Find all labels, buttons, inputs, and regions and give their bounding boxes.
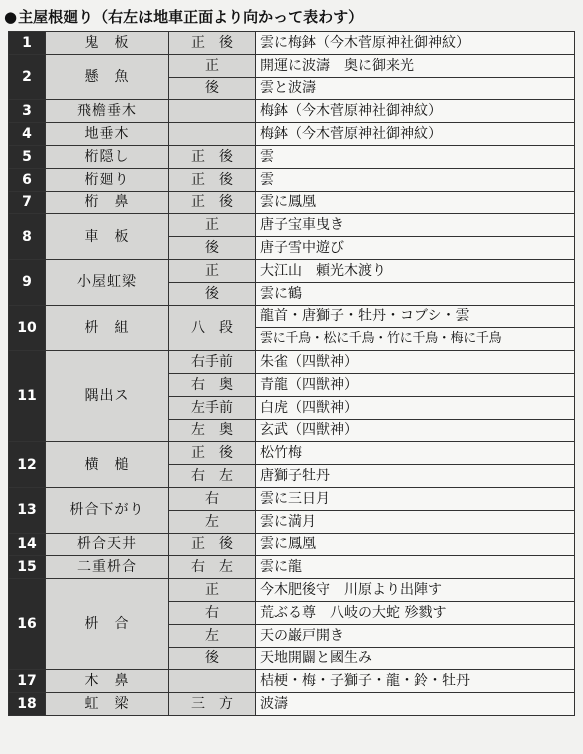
table-row [9,145,575,168]
table-row [9,487,575,510]
motif-description: 雲に三日月 [256,487,575,510]
part-name: 桁隠し [46,145,169,168]
motif-description: 雲に鳳凰 [256,533,575,556]
side-label: 後 [169,77,256,100]
side-label: 三 方 [169,693,256,716]
side-label: 右 [169,487,256,510]
part-name: 小屋虹梁 [46,259,169,305]
motif-description: 桔梗・梅・子獅子・龍・鈴・牡丹 [256,670,575,693]
table-row [9,191,575,214]
side-label: 右 左 [169,556,256,579]
part-name: 枡 組 [46,305,169,351]
row-number: 9 [9,259,46,305]
part-name: 懸 魚 [46,54,169,100]
side-label: 左 [169,510,256,533]
side-label: 右 左 [169,465,256,488]
side-label: 正 [169,579,256,602]
motif-description: 雲に鶴 [256,282,575,305]
part-name: 木 鼻 [46,670,169,693]
side-label: 後 [169,647,256,670]
table-row [9,670,575,693]
part-name: 枡合天井 [46,533,169,556]
part-name: 桁 鼻 [46,191,169,214]
side-label: 正 後 [169,32,256,55]
side-label: 正 後 [169,191,256,214]
motif-description: 天地開闢と國生み [256,647,575,670]
motif-description: 松竹梅 [256,442,575,465]
motif-description: 白虎（四獣神） [256,396,575,419]
row-number: 7 [9,191,46,214]
table-row [9,32,575,55]
motif-description: 龍首・唐獅子・牡丹・コブシ・雲 [256,305,575,328]
side-label: 後 [169,237,256,260]
motif-description: 今木肥後守 川原より出陣す [256,579,575,602]
page-title [4,6,363,28]
part-name: 隅出ス [46,351,169,442]
side-label: 右 [169,601,256,624]
side-label: 正 [169,214,256,237]
row-number: 13 [9,487,46,533]
motif-description: 波濤 [256,693,575,716]
side-label: 正 後 [169,442,256,465]
table-row [9,54,575,77]
side-label: 後 [169,282,256,305]
row-number: 16 [9,579,46,670]
table-row [9,693,575,716]
motif-description: 雲に龍 [256,556,575,579]
motif-description: 雲に千鳥・松に千鳥・竹に千鳥・梅に千鳥 [256,328,575,351]
part-name: 虹 梁 [46,693,169,716]
row-number: 17 [9,670,46,693]
side-label: 正 後 [169,145,256,168]
motif-description: 唐子宝車曳き [256,214,575,237]
motif-description: 雲と波濤 [256,77,575,100]
side-label: 右手前 [169,351,256,374]
bullet-icon: ● [4,8,18,26]
motif-description: 荒ぶる尊 八岐の大蛇 殄戮す [256,601,575,624]
side-label: 正 後 [169,533,256,556]
table-row [9,214,575,237]
row-number: 3 [9,100,46,123]
motif-description: 天の巌戸開き [256,624,575,647]
table-row [9,305,575,328]
table-row [9,168,575,191]
table-row [9,100,575,123]
motif-description: 梅鉢（今木菅原神社御神紋） [256,123,575,146]
motif-description: 開運に波濤 奥に御来光 [256,54,575,77]
side-label: 左 奥 [169,419,256,442]
part-name: 枡合下がり [46,487,169,533]
motif-description: 青龍（四獣神） [256,373,575,396]
row-number: 14 [9,533,46,556]
motif-description: 雲 [256,168,575,191]
decoration-table [8,31,575,716]
row-number: 2 [9,54,46,100]
side-label: 左 [169,624,256,647]
part-name: 車 板 [46,214,169,260]
motif-description: 雲に満月 [256,510,575,533]
side-label [169,123,256,146]
title-text: 主屋根廻り（右左は地車正面より向かって表わす） [18,8,364,26]
row-number: 4 [9,123,46,146]
part-name: 桁廻り [46,168,169,191]
motif-description: 雲に鳳凰 [256,191,575,214]
table-row [9,579,575,602]
part-name: 地垂木 [46,123,169,146]
table-row [9,556,575,579]
table-row [9,351,575,374]
part-name: 鬼 板 [46,32,169,55]
row-number: 6 [9,168,46,191]
motif-description: 雲 [256,145,575,168]
side-label: 正 [169,54,256,77]
side-label: 八 段 [169,305,256,351]
side-label: 正 後 [169,168,256,191]
side-label: 右 奥 [169,373,256,396]
part-name: 枡 合 [46,579,169,670]
table-row [9,123,575,146]
row-number: 12 [9,442,46,488]
row-number: 10 [9,305,46,351]
table-row [9,442,575,465]
motif-description: 雲に梅鉢（今木菅原神社御神紋） [256,32,575,55]
motif-description: 大江山 頼光木渡り [256,259,575,282]
table-body [9,32,575,716]
side-label: 正 [169,259,256,282]
side-label [169,670,256,693]
table-row [9,533,575,556]
motif-description: 朱雀（四獣神） [256,351,575,374]
row-number: 11 [9,351,46,442]
part-name: 横 槌 [46,442,169,488]
row-number: 15 [9,556,46,579]
row-number: 1 [9,32,46,55]
row-number: 8 [9,214,46,260]
motif-description: 玄武（四獣神） [256,419,575,442]
motif-description: 唐獅子牡丹 [256,465,575,488]
side-label: 左手前 [169,396,256,419]
row-number: 18 [9,693,46,716]
motif-description: 唐子雪中遊び [256,237,575,260]
side-label [169,100,256,123]
part-name: 二重枡合 [46,556,169,579]
motif-description: 梅鉢（今木菅原神社御神紋） [256,100,575,123]
table-row [9,259,575,282]
row-number: 5 [9,145,46,168]
part-name: 飛檐垂木 [46,100,169,123]
